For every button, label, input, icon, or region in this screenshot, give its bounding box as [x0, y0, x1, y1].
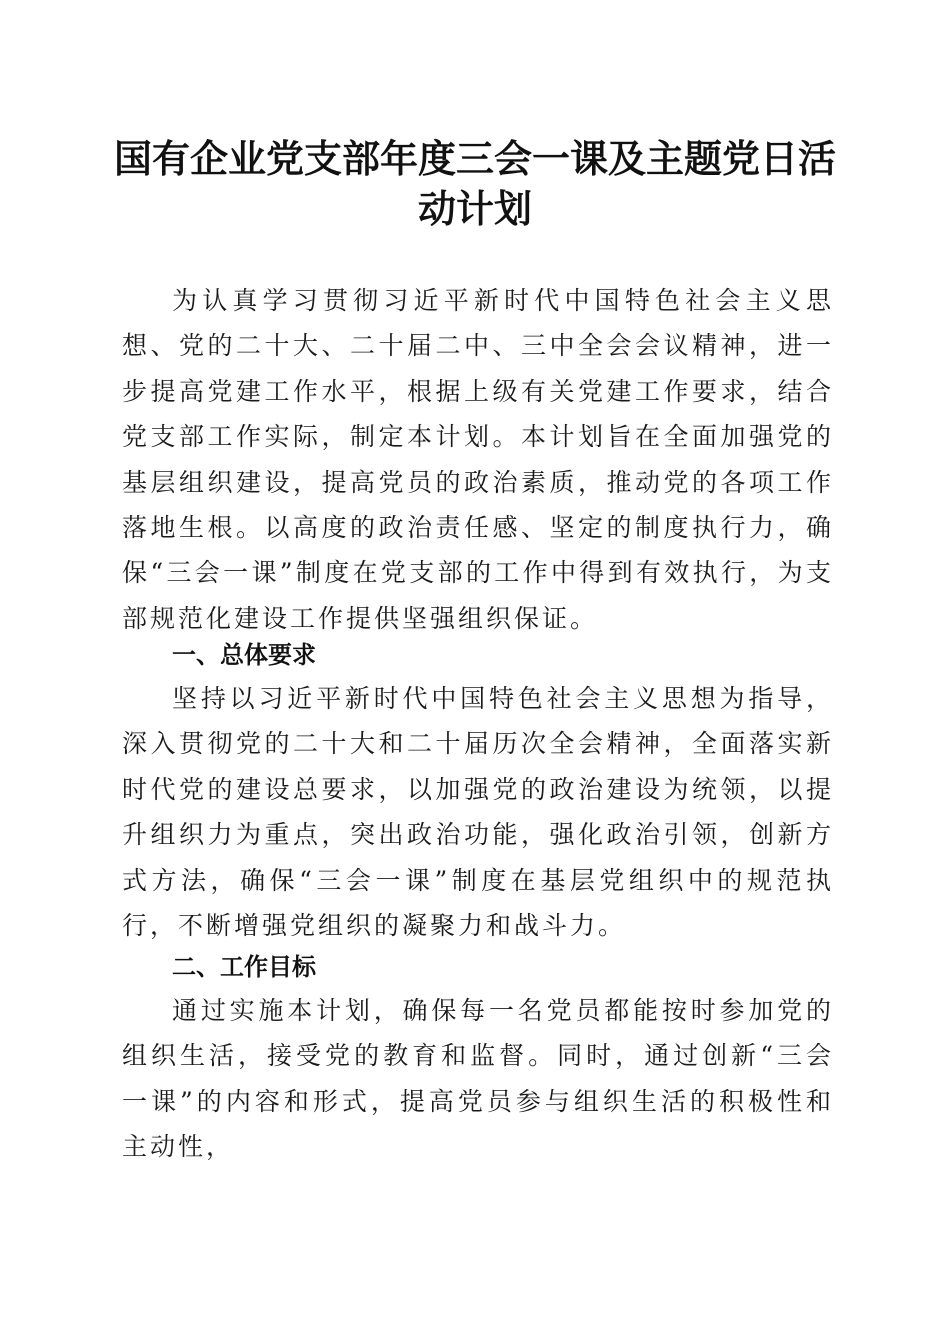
intro-paragraph: 为认真学习贯彻习近平新时代中国特色社会主义思想、党的二十大、二十届二中、三中全会会议精神，进一步提高党建工作水平，根据上级有关党建工作要求，结合党支部工作实际，制定本计划。本计划旨在全面加强党的基层组织建设，提高党员的政治素质，推动党的各项工作落地生根。以高度的政治责任感、坚定的制度执行力，确保“三会一课”制度在党支部的工作中得到有效执行，为支部规范化建设工作提供坚强组织保证。: [122, 286, 834, 633]
section-paragraph-work-goals: 通过实施本计划，确保每一名党员都能按时参加党的组织生活，接受党的教育和监督。同时，通过创新“三会一课”的内容和形式，提高党员参与组织生活的积极性和主动性，: [122, 996, 834, 1162]
document-title: 国有企业党支部年度三会一课及主题党日活动计划: [113, 136, 836, 231]
section-heading-work-goals: 二、工作目标: [172, 953, 316, 981]
section-heading-overall-requirements: 一、总体要求: [172, 641, 316, 669]
section-paragraph-overall-requirements: 坚持以习近平新时代中国特色社会主义思想为指导，深入贯彻党的二十大和二十届历次全会精神，全面落实新时代党的建设总要求，以加强党的政治建设为统领，以提升组织力为重点，突出政治功能，强化政治引领，创新方式方法，确保“三会一课”制度在基层党组织中的规范执行，不断增强党组织的凝聚力和战斗力。: [122, 684, 834, 941]
